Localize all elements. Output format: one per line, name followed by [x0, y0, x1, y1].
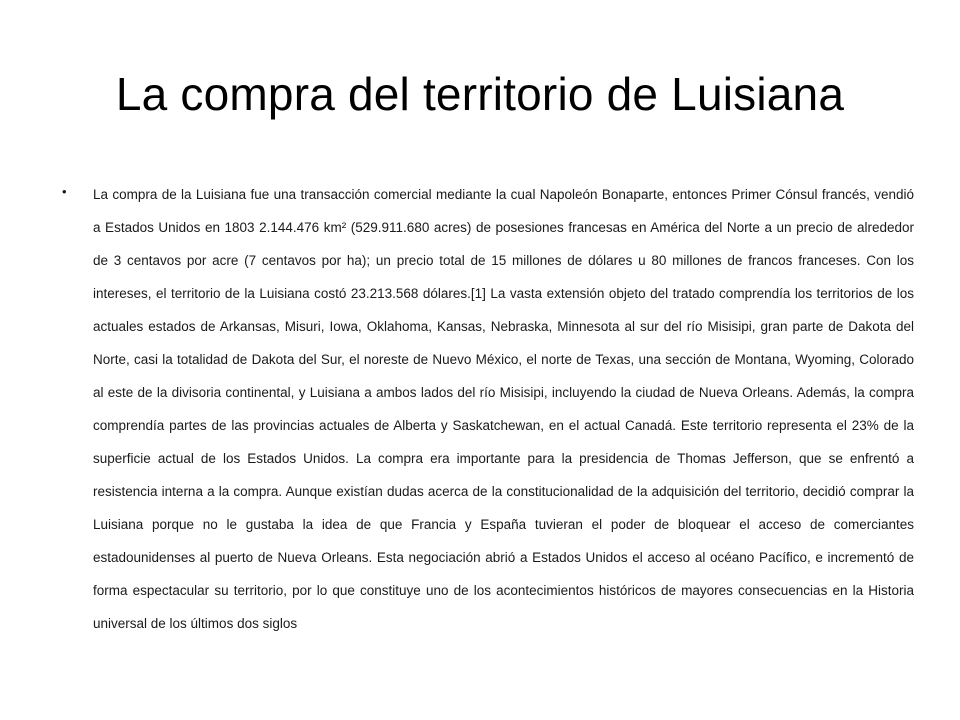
- bullet-list: [62, 178, 914, 640]
- slide-title: La compra del territorio de Luisiana: [115, 68, 845, 120]
- bullet-marker: •: [62, 184, 67, 199]
- bullet-text: La compra de la Luisiana fue una transacción comercial mediante la cual Napoleón Bonaparte, entonces Primer Cónsul francés, vendió a Estados Unidos en 1803 2.144.476 km² (529.911.680 acres) de posesiones francesas en América del Norte a un precio de alrededor de 3 centavos por acre (7 centavos por ha); un precio total de 15 millones de dólares u 80 millones de francos franceses. Con los intereses, el territorio de la Luisiana costó 23.213.568 dólares.[1] La vasta extensión objeto del tratado comprendía los territorios de los actuales estados de Arkansas, Misuri, Iowa, Oklahoma, Kansas, Nebraska, Minnesota al sur del río Misisipi, gran parte de Dakota del Norte, casi la totalidad de Dakota del Sur, el noreste de Nuevo México, el norte de Texas, una sección de Montana, Wyoming, Colorado al este de la divisoria continental, y Luisiana a ambos lados del río Misisipi, incluyendo la ciudad de Nueva Orleans. Además, la compra comprendía partes de las provincias actuales de Alberta y Saskatchewan, en el actual Canadá. Este territorio representa el 23% de la superficie actual de los Estados Unidos. La compra era importante para la presidencia de Thomas Jefferson, que se enfrentó a resistencia interna a la compra. Aunque existían dudas acerca de la constitucionalidad de la adquisición del territorio, decidió comprar la Luisiana porque no le gustaba la idea de que Francia y España tuvieran el poder de bloquear el acceso de comerciantes estadounidenses al puerto de Nueva Orleans. Esta negociación abrió a Estados Unidos el acceso al océano Pacífico, e incrementó de forma espectacular su territorio, por lo que constituye uno de los acontecimientos históricos de mayores consecuencias en la Historia universal de los últimos dos siglos: [93, 187, 914, 631]
